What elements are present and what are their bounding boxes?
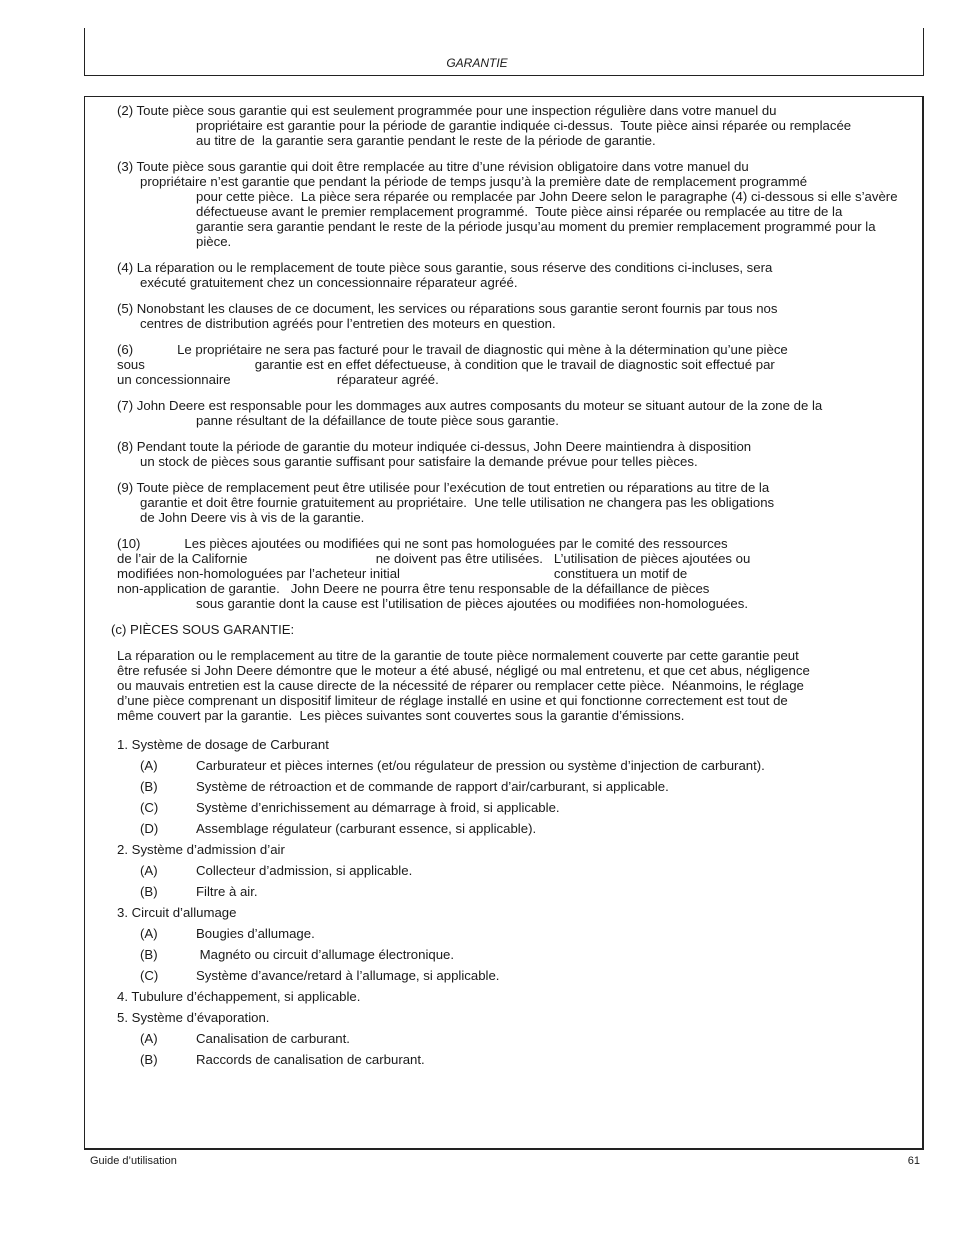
paragraph-line: panne résultant de la défaillance de toute pièce sous garantie. bbox=[196, 413, 559, 428]
paragraph-line: au titre de la garantie sera garantie pendant le reste de la période de garantie. bbox=[196, 133, 656, 148]
section-c-line: même couvert par la garantie. Les pièces suivantes sont couvertes sous la garantie d’émissions. bbox=[117, 708, 685, 723]
warranty-paragraph bbox=[117, 398, 925, 428]
subitem-letter: (B) bbox=[140, 947, 158, 962]
paragraph-line: (4) La réparation ou le remplacement de toute pièce sous garantie, sous réserve des conditions ci-incluses, sera bbox=[117, 260, 773, 275]
warranty-paragraph bbox=[117, 301, 925, 331]
subitem-letter: (D) bbox=[140, 821, 159, 836]
paragraph-line: un concessionnaire réparateur agréé. bbox=[117, 372, 439, 387]
paragraph-line: de John Deere vis à vis de la garantie. bbox=[140, 510, 365, 525]
warranty-paragraph bbox=[117, 342, 925, 387]
parts-subitem bbox=[117, 923, 925, 944]
parts-subitem bbox=[117, 860, 925, 881]
section-c-body bbox=[117, 648, 925, 723]
paragraph-line: sous garantie est en effet défectueuse, à condition que le travail de diagnostic soit effectué par bbox=[117, 357, 775, 372]
subitem-text: Système d’enrichissement au démarrage à froid, si applicable. bbox=[196, 800, 560, 815]
paragraph-line: (6) Le propriétaire ne sera pas facturé pour le travail de diagnostic qui mène à la détermination qu’une pièce bbox=[117, 342, 788, 357]
parts-subitem bbox=[117, 755, 925, 776]
paragraph-line: (10) Les pièces ajoutées ou modifiées qui ne sont pas homologuées par le comité des ressources bbox=[117, 536, 728, 551]
paragraph-line: (7) John Deere est responsable pour les dommages aux autres composants du moteur se situant autour de la zone de la bbox=[117, 398, 823, 413]
subitem-text: Carburateur et pièces internes (et/ou régulateur de pression ou système d’injection de carburant). bbox=[196, 758, 765, 773]
footer-page-number: 61 bbox=[907, 1155, 920, 1167]
warranty-paragraph bbox=[117, 480, 925, 525]
parts-list-item: 4. Tubulure d’échappement, si applicable. bbox=[117, 989, 361, 1004]
paragraph-line: défectueuse avant le premier remplacement programmé. Toute pièce ainsi réparée ou remplacée au titre de la bbox=[196, 204, 843, 219]
subitem-letter: (A) bbox=[140, 1031, 158, 1046]
subitem-text: Filtre à air. bbox=[196, 884, 258, 899]
section-c-line: être refusée si John Deere démontre que le moteur a été abusé, négligé ou mal entretenu, et que cet abus, négligence bbox=[117, 663, 810, 678]
warranty-paragraph bbox=[117, 536, 925, 611]
parts-list-item: 3. Circuit d’allumage bbox=[117, 905, 237, 920]
parts-subitem bbox=[117, 1049, 925, 1070]
subitem-letter: (B) bbox=[140, 779, 158, 794]
paragraph-line: propriétaire est garantie pour la période de garantie indiquée ci-dessus. Toute pièce ainsi réparée ou remplacée bbox=[196, 118, 852, 133]
paragraph-line: sous garantie dont la cause est l’utilisation de pièces ajoutées ou modifiées non-homologuées. bbox=[196, 596, 749, 611]
paragraph-line: (3) Toute pièce sous garantie qui doit être remplacée au titre d’une révision obligatoire dans votre manuel du bbox=[117, 159, 749, 174]
parts-list-item: 5. Système d’évaporation. bbox=[117, 1010, 270, 1025]
subitem-text: Assemblage régulateur (carburant essence, si applicable). bbox=[196, 821, 537, 836]
paragraph-line: centres de distribution agréés pour l’entretien des moteurs en question. bbox=[140, 316, 556, 331]
parts-subitem bbox=[117, 965, 925, 986]
warranty-paragraphs bbox=[117, 103, 925, 611]
parts-subitem bbox=[117, 797, 925, 818]
paragraph-line: (8) Pendant toute la période de garantie du moteur indiquée ci-dessus, John Deere maintiendra à disposition bbox=[117, 439, 752, 454]
warranty-content bbox=[111, 103, 925, 1070]
warranty-paragraph bbox=[117, 260, 925, 290]
subitem-text: Canalisation de carburant. bbox=[196, 1031, 350, 1046]
paragraph-line: garantie sera garantie pendant le reste de la période jusqu’au moment du premier remplacement programmé pour la bbox=[196, 219, 876, 234]
warranty-paragraph bbox=[117, 159, 925, 249]
subitem-text: Système de rétroaction et de commande de rapport d’air/carburant, si applicable. bbox=[196, 779, 669, 794]
section-c-line: ou mauvais entretien est la cause directe de la nécessité de réparer ou remplacer cette pièce. Néanmoins, le réglage bbox=[117, 678, 804, 693]
header-bottom-rule bbox=[84, 75, 924, 76]
subitem-letter: (C) bbox=[140, 968, 159, 983]
section-c-line: La réparation ou le remplacement au titre de la garantie de toute pièce normalement couverte par cette garantie peut bbox=[117, 648, 799, 663]
parts-subitem bbox=[117, 776, 925, 797]
paragraph-line: non-application de garantie. John Deere ne pourra être tenu responsable de la défaillance de pièces bbox=[117, 581, 710, 596]
parts-subitem bbox=[117, 818, 925, 839]
paragraph-line: propriétaire n’est garantie que pendant la période de temps jusqu’à la première date de remplacement programmé bbox=[140, 174, 808, 189]
subitem-letter: (B) bbox=[140, 884, 158, 899]
parts-subitem bbox=[117, 881, 925, 902]
parts-list bbox=[117, 734, 925, 1070]
paragraph-line: (9) Toute pièce de remplacement peut être utilisée pour l’exécution de tout entretien ou réparations au titre de la bbox=[117, 480, 770, 495]
section-c-line: d’une pièce comprenant un dispositif limiteur de réglage installé en usine et qui fonctionne correctement est tout de bbox=[117, 693, 788, 708]
page-header-title: GARANTIE bbox=[446, 56, 508, 70]
subitem-text: Système d’avance/retard à l’allumage, si applicable. bbox=[196, 968, 500, 983]
paragraph-line: (2) Toute pièce sous garantie qui est seulement programmée pour une inspection régulière dans votre manuel du bbox=[117, 103, 777, 118]
section-c-heading: (c) PIÈCES SOUS GARANTIE: bbox=[111, 622, 295, 637]
subitem-letter: (A) bbox=[140, 758, 158, 773]
parts-subitem bbox=[117, 944, 925, 965]
paragraph-line: un stock de pièces sous garantie suffisant pour satisfaire la demande prévue pour telles pièces. bbox=[140, 454, 698, 469]
subitem-text: Raccords de canalisation de carburant. bbox=[196, 1052, 425, 1067]
paragraph-line: modifiées non-homologuées par l’acheteur initial constituera un motif de bbox=[117, 566, 688, 581]
paragraph-line: pièce. bbox=[196, 234, 232, 249]
parts-list-item: 2. Système d’admission d’air bbox=[117, 842, 285, 857]
paragraph-line: pour cette pièce. La pièce sera réparée ou remplacée par John Deere selon le paragraphe (4) ci-dessous si elle s’avère bbox=[196, 189, 898, 204]
subitem-text: Bougies d’allumage. bbox=[196, 926, 315, 941]
warranty-paragraph bbox=[117, 439, 925, 469]
subitem-letter: (A) bbox=[140, 926, 158, 941]
subitem-letter: (C) bbox=[140, 800, 159, 815]
subitem-letter: (B) bbox=[140, 1052, 158, 1067]
paragraph-line: (5) Nonobstant les clauses de ce document, les services ou réparations sous garantie seront fournis par tous nos bbox=[117, 301, 778, 316]
subitem-text: Collecteur d’admission, si applicable. bbox=[196, 863, 413, 878]
subitem-text: Magnéto ou circuit d’allumage électronique. bbox=[196, 947, 455, 962]
parts-subitem bbox=[117, 1028, 925, 1049]
footer-guide-title: Guide d’utilisation bbox=[90, 1155, 177, 1167]
paragraph-line: garantie et doit être fournie gratuitement au propriétaire. Une telle utilisation ne changera pas les obligations bbox=[140, 495, 775, 510]
subitem-letter: (A) bbox=[140, 863, 158, 878]
paragraph-line: de l’air de la Californie ne doivent pas être utilisées. L’utilisation de pièces ajoutées ou bbox=[117, 551, 751, 566]
warranty-paragraph bbox=[117, 103, 925, 148]
paragraph-line: exécuté gratuitement chez un concessionnaire réparateur agréé. bbox=[140, 275, 518, 290]
parts-list-item: 1. Système de dosage de Carburant bbox=[117, 737, 329, 752]
